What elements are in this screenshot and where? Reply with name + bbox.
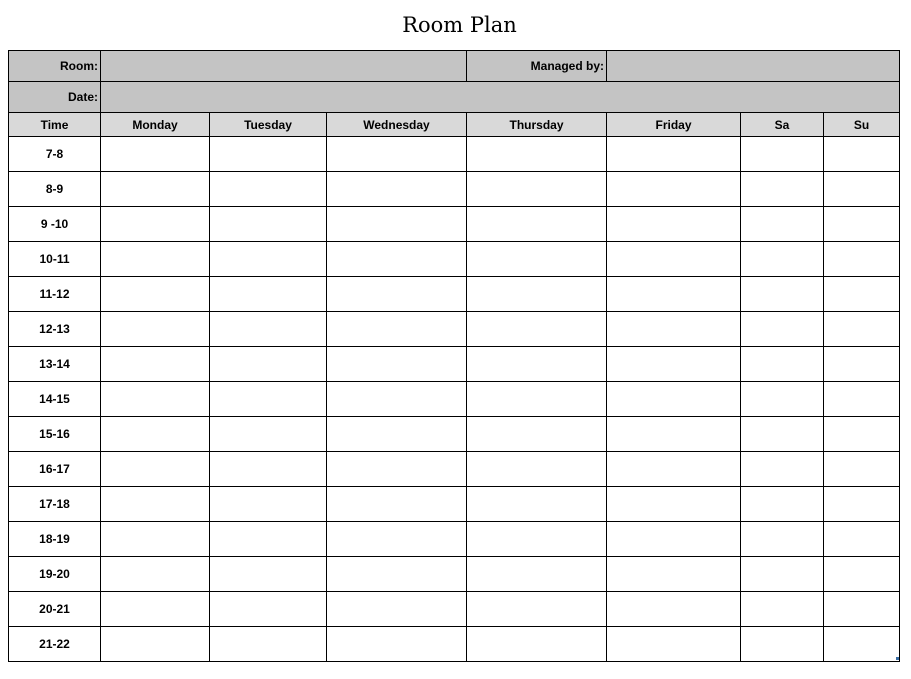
time-slot-row: [9, 382, 900, 417]
schedule-cell[interactable]: [607, 207, 741, 242]
time-slot-row: [9, 592, 900, 627]
date-label: Date:: [9, 82, 101, 113]
schedule-cell[interactable]: [824, 172, 900, 207]
schedule-cell[interactable]: [467, 557, 607, 592]
time-slot-row: [9, 207, 900, 242]
schedule-cell[interactable]: [101, 207, 210, 242]
day-header-tuesday: Tuesday: [210, 113, 327, 137]
time-slot-label: 21-22: [9, 627, 101, 662]
schedule-cell[interactable]: [327, 242, 467, 277]
schedule-cell[interactable]: [210, 452, 327, 487]
schedule-cell[interactable]: [101, 592, 210, 627]
managed-by-label: Managed by:: [467, 51, 607, 82]
schedule-cell[interactable]: [741, 312, 824, 347]
time-slot-row: [9, 242, 900, 277]
schedule-cell[interactable]: [327, 627, 467, 662]
schedule-cell[interactable]: [101, 557, 210, 592]
schedule-cell[interactable]: [607, 242, 741, 277]
schedule-cell[interactable]: [101, 417, 210, 452]
time-slot-label: 16-17: [9, 452, 101, 487]
day-header-wednesday: Wednesday: [327, 113, 467, 137]
time-slot-row: [9, 487, 900, 522]
schedule-cell[interactable]: [210, 417, 327, 452]
schedule-cell[interactable]: [741, 207, 824, 242]
schedule-cell[interactable]: [101, 277, 210, 312]
schedule-cell[interactable]: [210, 627, 327, 662]
schedule-cell[interactable]: [210, 207, 327, 242]
schedule-cell[interactable]: [824, 592, 900, 627]
schedule-cell[interactable]: [607, 347, 741, 382]
schedule-cell[interactable]: [101, 347, 210, 382]
schedule-cell[interactable]: [327, 277, 467, 312]
day-header-sunday: Su: [824, 113, 900, 137]
time-slot-row: [9, 277, 900, 312]
schedule-cell[interactable]: [741, 382, 824, 417]
schedule-cell[interactable]: [101, 522, 210, 557]
schedule-cell[interactable]: [101, 312, 210, 347]
time-slot-row: [9, 522, 900, 557]
time-slot-label: 15-16: [9, 417, 101, 452]
time-slot-label: 12-13: [9, 312, 101, 347]
schedule-cell[interactable]: [741, 417, 824, 452]
schedule-cell[interactable]: [824, 487, 900, 522]
schedule-cell[interactable]: [467, 592, 607, 627]
schedule-cell[interactable]: [467, 627, 607, 662]
schedule-cell[interactable]: [741, 592, 824, 627]
schedule-cell[interactable]: [467, 277, 607, 312]
schedule-cell[interactable]: [741, 277, 824, 312]
time-slot-label: 20-21: [9, 592, 101, 627]
time-slot-row: [9, 557, 900, 592]
schedule-cell[interactable]: [210, 172, 327, 207]
schedule-cell[interactable]: [607, 312, 741, 347]
schedule-cell[interactable]: [327, 382, 467, 417]
schedule-cell[interactable]: [741, 172, 824, 207]
schedule-cell[interactable]: [467, 522, 607, 557]
schedule-cell[interactable]: [327, 452, 467, 487]
schedule-cell[interactable]: [824, 557, 900, 592]
day-header-thursday: Thursday: [467, 113, 607, 137]
time-slot-label: 11-12: [9, 277, 101, 312]
schedule-cell[interactable]: [607, 522, 741, 557]
schedule-cell[interactable]: [327, 137, 467, 172]
schedule-cell[interactable]: [741, 242, 824, 277]
schedule-cell[interactable]: [210, 312, 327, 347]
time-slot-row: [9, 347, 900, 382]
schedule-cell[interactable]: [467, 452, 607, 487]
schedule-cell[interactable]: [467, 312, 607, 347]
time-slot-label: 19-20: [9, 557, 101, 592]
schedule-cell[interactable]: [607, 382, 741, 417]
schedule-cell[interactable]: [210, 277, 327, 312]
room-field[interactable]: [101, 51, 467, 82]
schedule-cell[interactable]: [741, 522, 824, 557]
page-title: Room Plan: [402, 13, 517, 37]
schedule-cell[interactable]: [210, 347, 327, 382]
schedule-cell[interactable]: [824, 347, 900, 382]
schedule-cell[interactable]: [467, 207, 607, 242]
schedule-cell[interactable]: [101, 382, 210, 417]
time-slot-row: [9, 137, 900, 172]
schedule-cell[interactable]: [101, 487, 210, 522]
schedule-cell[interactable]: [607, 277, 741, 312]
day-header-monday: Monday: [101, 113, 210, 137]
schedule-cell[interactable]: [467, 417, 607, 452]
schedule-cell[interactable]: [607, 557, 741, 592]
schedule-cell[interactable]: [101, 137, 210, 172]
date-field[interactable]: [101, 82, 900, 113]
schedule-cell[interactable]: [327, 312, 467, 347]
schedule-cell[interactable]: [741, 452, 824, 487]
room-row: [9, 51, 900, 82]
schedule-cell[interactable]: [327, 417, 467, 452]
schedule-cell[interactable]: [824, 207, 900, 242]
day-header-row: [9, 113, 900, 137]
schedule-cell[interactable]: [327, 207, 467, 242]
time-slot-row: [9, 312, 900, 347]
schedule-cell[interactable]: [467, 347, 607, 382]
time-slot-label: 14-15: [9, 382, 101, 417]
schedule-cell[interactable]: [824, 417, 900, 452]
schedule-cell[interactable]: [210, 137, 327, 172]
schedule-cell[interactable]: [210, 242, 327, 277]
room-plan-table: [8, 50, 900, 662]
time-slot-label: 8-9: [9, 172, 101, 207]
date-row: [9, 82, 900, 113]
schedule-cell[interactable]: [467, 242, 607, 277]
schedule-cell[interactable]: [327, 487, 467, 522]
time-slot-label: 18-19: [9, 522, 101, 557]
time-slot-row: [9, 172, 900, 207]
schedule-cell[interactable]: [210, 592, 327, 627]
schedule-cell[interactable]: [824, 522, 900, 557]
managed-by-field[interactable]: [607, 51, 900, 82]
time-slot-label: 10-11: [9, 242, 101, 277]
day-header-friday: Friday: [607, 113, 741, 137]
room-label: Room:: [9, 51, 101, 82]
schedule-cell[interactable]: [741, 627, 824, 662]
schedule-cell[interactable]: [467, 487, 607, 522]
schedule-cell[interactable]: [607, 627, 741, 662]
schedule-cell[interactable]: [327, 557, 467, 592]
schedule-cell[interactable]: [741, 487, 824, 522]
schedule-cell[interactable]: [741, 137, 824, 172]
schedule-cell[interactable]: [467, 137, 607, 172]
schedule-cell[interactable]: [607, 487, 741, 522]
schedule-cell[interactable]: [824, 452, 900, 487]
time-slot-label: 9 -10: [9, 207, 101, 242]
schedule-cell[interactable]: [210, 487, 327, 522]
schedule-cell[interactable]: [327, 172, 467, 207]
schedule-cell[interactable]: [607, 137, 741, 172]
schedule-cell[interactable]: [824, 312, 900, 347]
schedule-cell[interactable]: [101, 627, 210, 662]
schedule-cell[interactable]: [824, 137, 900, 172]
time-column-header: Time: [9, 113, 101, 137]
schedule-cell[interactable]: [607, 452, 741, 487]
time-slot-label: 7-8: [9, 137, 101, 172]
schedule-cell[interactable]: [824, 242, 900, 277]
time-slot-row: [9, 452, 900, 487]
schedule-cell[interactable]: [824, 277, 900, 312]
schedule-cell[interactable]: [101, 452, 210, 487]
schedule-cell[interactable]: [210, 522, 327, 557]
schedule-cell[interactable]: [210, 382, 327, 417]
time-slot-label: 17-18: [9, 487, 101, 522]
schedule-cell[interactable]: [741, 557, 824, 592]
schedule-cell[interactable]: [210, 557, 327, 592]
schedule-cell[interactable]: [327, 522, 467, 557]
resize-handle-icon[interactable]: [896, 657, 899, 660]
day-header-saturday: Sa: [741, 113, 824, 137]
schedule-cell[interactable]: [327, 592, 467, 627]
schedule-cell[interactable]: [824, 382, 900, 417]
schedule-cell[interactable]: [467, 382, 607, 417]
time-slot-row: [9, 627, 900, 662]
schedule-cell[interactable]: [607, 172, 741, 207]
schedule-cell[interactable]: [741, 347, 824, 382]
time-slot-row: [9, 417, 900, 452]
schedule-cell[interactable]: [327, 347, 467, 382]
schedule-cell[interactable]: [467, 172, 607, 207]
schedule-cell[interactable]: [101, 242, 210, 277]
time-slot-label: 13-14: [9, 347, 101, 382]
schedule-cell[interactable]: [607, 592, 741, 627]
schedule-cell[interactable]: [824, 627, 900, 662]
schedule-cell[interactable]: [607, 417, 741, 452]
schedule-cell[interactable]: [101, 172, 210, 207]
